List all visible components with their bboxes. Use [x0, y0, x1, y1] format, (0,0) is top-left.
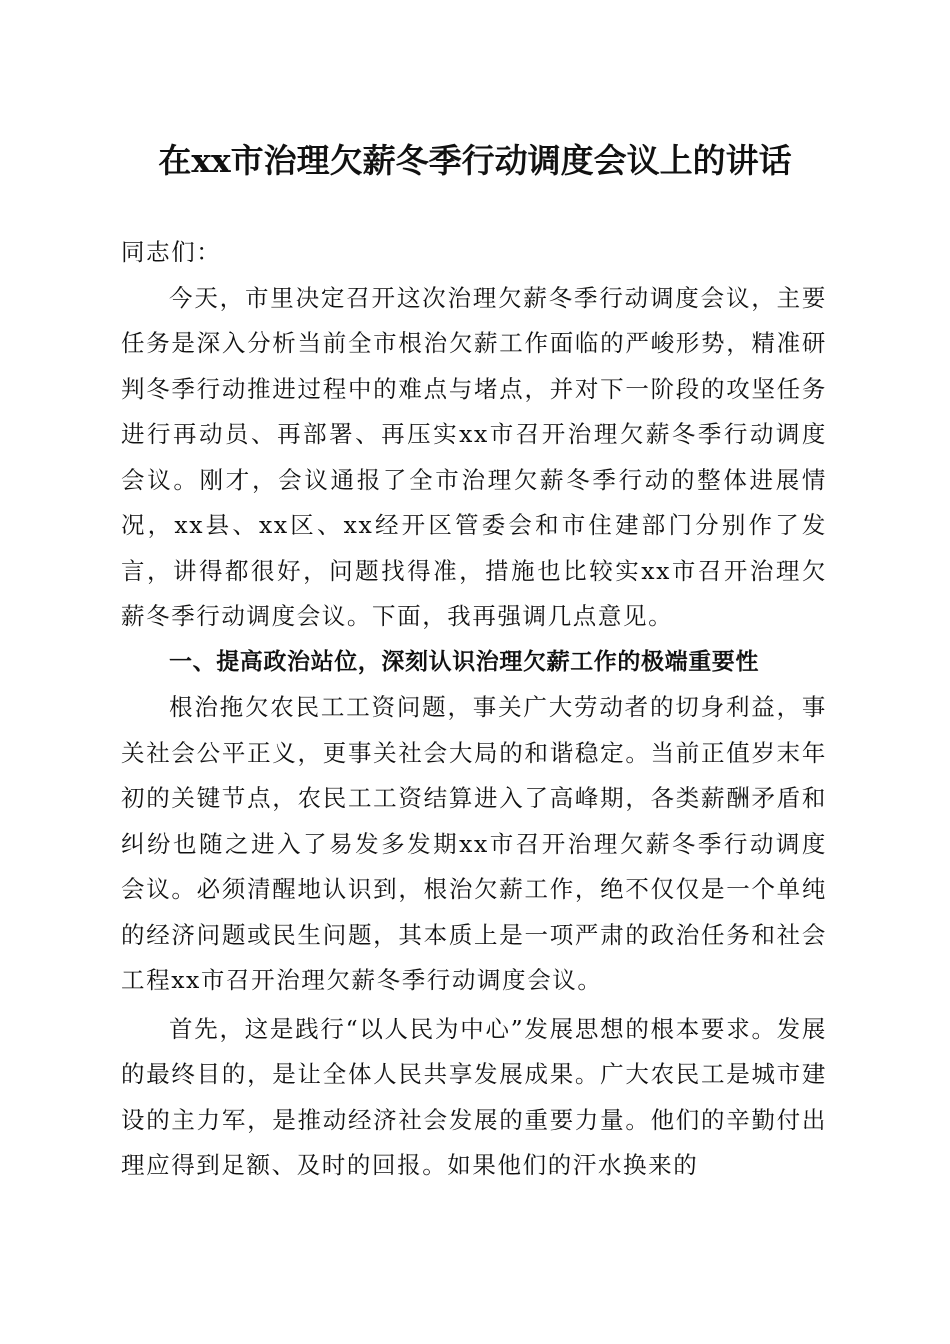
salutation: 同志们： — [121, 238, 222, 266]
paragraph-intro: 今天，市里决定召开这次治理欠薪冬季行动调度会议，主要任务是深入分析当前全市根治欠薪工作面临的严峻形势，精准研判冬季行动推进过程中的难点与堵点，并对下一阶段的攻坚任务进行再动员、再部署、再压实xx市召开治理欠薪冬季行动调度会议。刚才，会议通报了全市治理欠薪冬季行动的整体进展情况，xx县、xx区、xx经开区管委会和市住建部门分别作了发言，讲得都很好，问题找得准，措施也比较实xx市召开治理欠薪冬季行动调度会议。下面，我再强调几点意见。 — [121, 283, 827, 630]
paragraph-section-2: 首先，这是践行“以人民为中心”发展思想的根本要求。发展的最终目的，是让全体人民共享发展成果。广大农民工是城市建设的主力军，是推动经济社会发展的重要力量。他们的辛勤付出理应得到足额、及时的回报。如果他们的汗水换来的 — [121, 1014, 827, 1179]
section-heading-1: 一、提高政治站位，深刻认识治理欠薪工作的极端重要性 — [169, 648, 759, 675]
document-title: 在xx市治理欠薪冬季行动调度会议上的讲话 — [158, 141, 792, 180]
paragraph-section-1: 根治拖欠农民工工资问题，事关广大劳动者的切身利益，事关社会公平正义，更事关社会大局的和谐稳定。当前正值岁末年初的关键节点，农民工工资结算进入了高峰期，各类薪酬矛盾和纠纷也随之进入了易发多发期xx市召开治理欠薪冬季行动调度会议。必须清醒地认识到，根治欠薪工作，绝不仅仅是一个单纯的经济问题或民生问题，其本质上是一项严肃的政治任务和社会工程xx市召开治理欠薪冬季行动调度会议。 — [121, 693, 827, 994]
document-body — [121, 230, 827, 1189]
